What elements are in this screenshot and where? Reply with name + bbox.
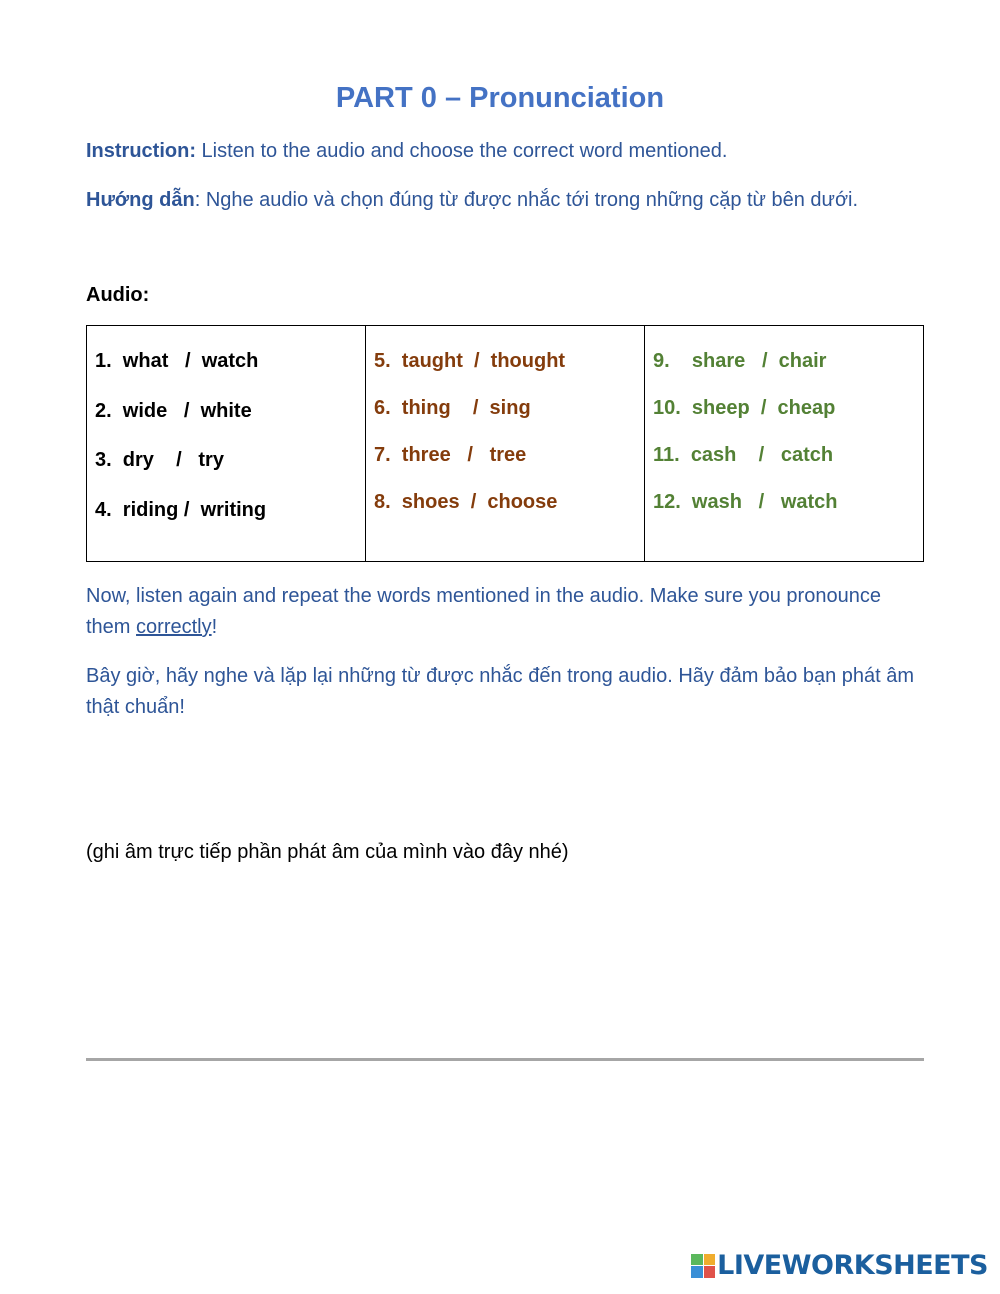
word-pair-8[interactable]: 8. shoes / choose bbox=[374, 491, 558, 513]
instruction-paragraph bbox=[86, 136, 926, 167]
word-pair-3[interactable]: 3. dry / try bbox=[95, 449, 224, 471]
repeat-instruction bbox=[86, 581, 926, 643]
pairs-column-1 bbox=[87, 326, 366, 562]
huong-dan-label: Hướng dẫn bbox=[86, 189, 195, 211]
huong-dan-paragraph bbox=[86, 185, 926, 216]
repeat-text-before: Now, listen again and repeat the words mentioned in the audio. Make sure you pronounce them bbox=[86, 585, 881, 638]
word-pair-10[interactable]: 10. sheep / cheap bbox=[653, 397, 836, 419]
logo-square-e bbox=[704, 1266, 716, 1278]
liveworksheets-logo bbox=[691, 1250, 988, 1281]
audio-label: Audio: bbox=[86, 284, 150, 306]
word-pair-11[interactable]: 11. cash / catch bbox=[653, 444, 834, 466]
logo-mark-icon bbox=[691, 1254, 715, 1278]
word-pair-6[interactable]: 6. thing / sing bbox=[374, 397, 531, 419]
pairs-column-2 bbox=[366, 326, 645, 562]
recording-prompt: (ghi âm trực tiếp phần phát âm của mình vào đây nhé) bbox=[86, 841, 569, 863]
word-pair-9[interactable]: 9. share / chair bbox=[653, 350, 827, 372]
bay-gio-instruction: Bây giờ, hãy nghe và lặp lại những từ được nhắc đến trong audio. Hãy đảm bảo bạn phát âm thật chuẩn! bbox=[86, 665, 915, 718]
word-pair-4[interactable]: 4. riding / writing bbox=[95, 498, 267, 521]
instruction-text: Listen to the audio and choose the correct word mentioned. bbox=[196, 140, 728, 162]
word-pair-12[interactable]: 12. wash / watch bbox=[653, 491, 838, 513]
logo-square-i bbox=[704, 1254, 716, 1266]
huong-dan-text: : Nghe audio và chọn đúng từ được nhắc tới trong những cặp từ bên dưới. bbox=[194, 189, 859, 211]
logo-text: LIVEWORKSHEETS bbox=[717, 1250, 988, 1281]
logo-square-l bbox=[691, 1254, 703, 1266]
word-pair-1[interactable]: 1. what / watch bbox=[95, 350, 259, 372]
repeat-underlined-word: correctly bbox=[136, 616, 212, 638]
page-title: PART 0 – Pronunciation bbox=[335, 82, 665, 114]
instruction-label: Instruction: bbox=[86, 140, 196, 162]
word-pairs-table bbox=[86, 325, 924, 562]
pairs-column-3 bbox=[645, 326, 924, 562]
logo-square-v bbox=[691, 1266, 703, 1278]
word-pair-2[interactable]: 2. wide / white bbox=[95, 399, 252, 422]
word-pair-5[interactable]: 5. taught / thought bbox=[374, 350, 566, 372]
word-pair-7[interactable]: 7. three / tree bbox=[374, 444, 527, 466]
answer-line-divider bbox=[86, 1058, 924, 1061]
repeat-text-after: ! bbox=[211, 616, 218, 638]
